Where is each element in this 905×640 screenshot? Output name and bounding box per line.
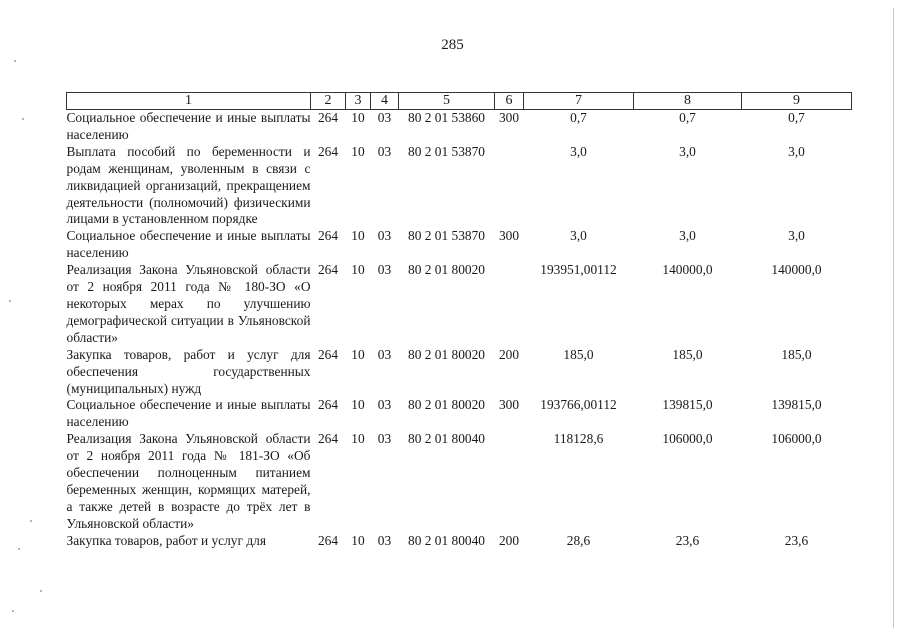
row-amount-9: 0,7: [788, 110, 805, 125]
row-code-2: 264: [317, 110, 339, 125]
row-amount-7: 193951,00112: [540, 262, 617, 278]
row-amount-9: 140000,0: [771, 262, 822, 278]
row-code-4: 03: [377, 431, 392, 447]
row-code-5: 80 2 01 53870: [408, 143, 485, 159]
row-code-4: 03: [377, 228, 392, 244]
row-amount-8: 140000,0: [662, 262, 713, 278]
row-code-5: 80 2 01 80040: [408, 431, 485, 447]
row-code-5: 80 2 01 80020: [408, 397, 485, 413]
row-code-5: 80 2 01 80020: [408, 262, 485, 278]
row-amount-8: 106000,0: [662, 431, 713, 447]
table-row: [67, 431, 852, 532]
header-col-5: 5: [399, 93, 495, 110]
row-amount-7: 0,7: [570, 110, 587, 125]
page-number: 285: [441, 37, 464, 53]
row-code-2: 264: [317, 228, 339, 244]
row-code-3: 10: [351, 431, 365, 447]
row-name: Реализация Закона Ульяновской области от 2 ноября 2011 года № 181-ЗО «Об обеспечении полноценным питанием беременных женщин, кормящих матерей, а также детей в возрасте до трёх лет в Ульяновской области»: [66, 431, 311, 531]
row-code-6: 300: [498, 110, 520, 125]
row-amount-7: 118128,6: [553, 431, 604, 447]
table-row: [67, 144, 852, 229]
header-col-8: 8: [634, 93, 742, 110]
row-code-3: 10: [351, 143, 365, 159]
row-amount-8: 0,7: [679, 110, 696, 125]
row-name: Социальное обеспечение и иные выплаты населению: [66, 397, 311, 430]
row-amount-9: 3,0: [788, 228, 805, 244]
header-col-7: 7: [524, 93, 634, 110]
row-code-6: 200: [498, 346, 520, 362]
table-row: [67, 228, 852, 262]
row-code-2: 264: [317, 346, 339, 362]
row-amount-9: 106000,0: [771, 431, 822, 447]
row-amount-9: 185,0: [781, 346, 812, 362]
header-col-3: 3: [346, 93, 371, 110]
row-code-3: 10: [351, 110, 365, 125]
page-edge: [893, 8, 894, 628]
row-code-2: 264: [317, 143, 339, 159]
row-name: Социальное обеспечение и иные выплаты населению: [66, 110, 311, 142]
table-row: [67, 347, 852, 398]
row-code-5: 80 2 01 53870: [408, 228, 485, 244]
header-col-1: 1: [67, 93, 311, 110]
row-code-5: 80 2 01 53860: [408, 110, 485, 125]
row-name: Закупка товаров, работ и услуг для: [66, 532, 266, 548]
row-code-6: 200: [498, 532, 520, 548]
row-code-4: 03: [377, 143, 392, 159]
row-name: Закупка товаров, работ и услуг для обеспечения государственных (муниципальных) нужд: [66, 346, 311, 396]
header-col-2: 2: [311, 93, 346, 110]
row-code-6: 300: [498, 397, 520, 413]
table-row: [67, 262, 852, 347]
budget-table: [66, 92, 852, 550]
row-amount-7: 3,0: [570, 228, 587, 244]
row-code-2: 264: [317, 431, 339, 447]
row-code-6: [495, 262, 524, 347]
row-amount-9: 139815,0: [771, 397, 822, 413]
row-amount-7: 185,0: [563, 346, 594, 362]
table-row: [67, 110, 852, 144]
row-code-2: 264: [317, 262, 339, 278]
row-code-4: 03: [377, 397, 392, 413]
row-code-3: 10: [351, 397, 365, 413]
row-amount-9: 3,0: [788, 143, 805, 159]
row-code-4: 03: [377, 532, 392, 548]
row-code-3: 10: [351, 532, 365, 548]
row-code-6: [495, 144, 524, 229]
header-col-6: 6: [495, 93, 524, 110]
row-amount-7: 193766,00112: [540, 397, 617, 413]
header-col-9: 9: [742, 93, 852, 110]
row-name: Социальное обеспечение и иные выплаты населению: [66, 228, 311, 261]
row-name: Выплата пособий по беременности и родам женщинам, уволенным в связи с ликвидацией организаций, прекращением деятельности (полномочий) физическими лицами в установленном порядке: [66, 143, 311, 227]
row-amount-7: 3,0: [570, 143, 587, 159]
row-amount-7: 28,6: [566, 532, 591, 548]
row-code-6: [495, 431, 524, 532]
row-amount-8: 23,6: [675, 532, 700, 548]
row-code-3: 10: [351, 228, 365, 244]
row-code-3: 10: [351, 346, 365, 362]
table-row: [67, 397, 852, 431]
row-code-4: 03: [377, 110, 392, 125]
row-code-2: 264: [317, 532, 339, 548]
row-amount-8: 3,0: [679, 228, 696, 244]
row-amount-8: 185,0: [672, 346, 703, 362]
table-row: [67, 533, 852, 550]
row-code-5: 80 2 01 80040: [408, 532, 485, 548]
row-amount-8: 139815,0: [662, 397, 713, 413]
row-code-5: 80 2 01 80020: [408, 346, 485, 362]
row-amount-8: 3,0: [679, 143, 696, 159]
row-code-6: 300: [498, 228, 520, 244]
table-header-row: [67, 93, 852, 110]
row-code-3: 10: [351, 262, 365, 278]
row-code-4: 03: [377, 262, 392, 278]
row-name: Реализация Закона Ульяновской области от 2 ноября 2011 года № 180-ЗО «О некоторых мерах по улучшению демографической ситуации в Ульяновской области»: [66, 262, 311, 345]
header-col-4: 4: [371, 93, 399, 110]
row-code-2: 264: [317, 397, 339, 413]
row-amount-9: 23,6: [784, 532, 809, 548]
row-code-4: 03: [377, 346, 392, 362]
